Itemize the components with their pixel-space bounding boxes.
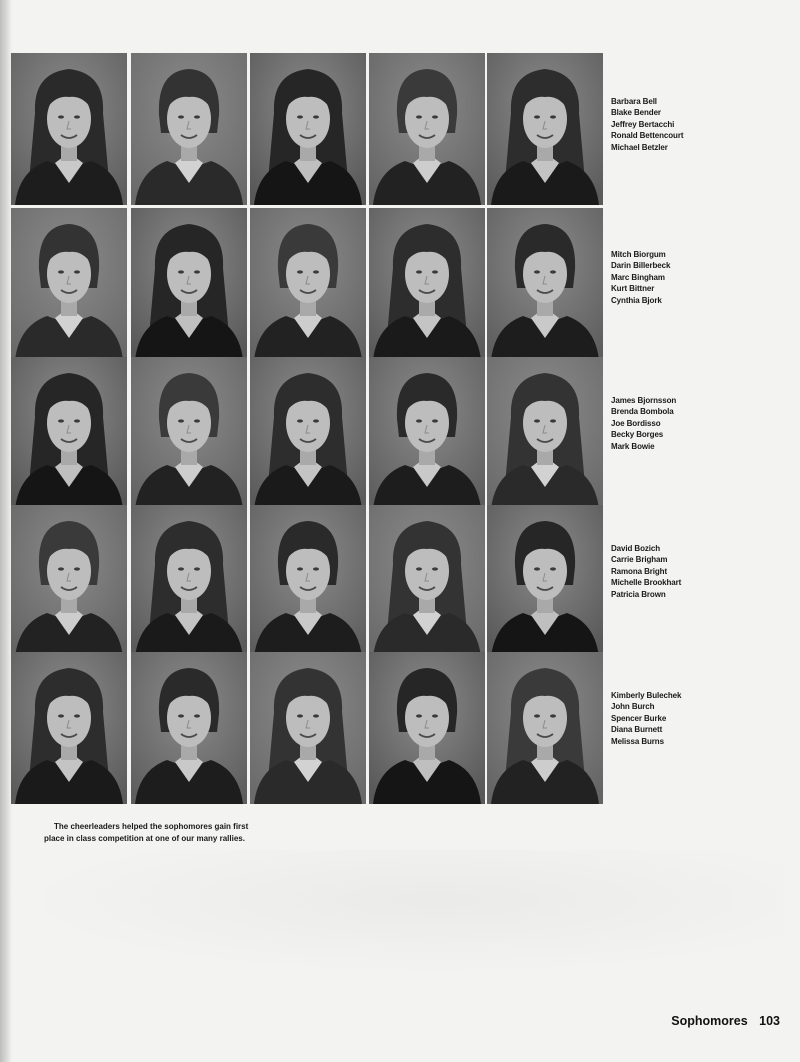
student-portrait [250,357,366,509]
student-portrait [131,208,247,360]
student-name: Joe Bordisso [611,418,661,428]
student-name: James Bjornsson [611,396,677,405]
student-name: Melissa Burns [611,736,664,746]
student-name: Ronald Bettencourt [611,131,684,141]
student-name: Diana Burnett [611,725,663,735]
student-portrait [11,53,127,205]
section-title: Sophomores [671,1014,748,1028]
student-portrait [11,652,127,804]
student-portrait [487,652,603,804]
student-portrait [487,53,603,205]
student-name: Barbara Bell [611,97,657,106]
student-portrait [131,53,247,205]
student-portrait [250,505,366,657]
student-name: Patricia Brown [611,589,666,599]
student-portrait [131,357,247,509]
student-portrait [250,208,366,360]
student-name: Blake Bender [611,108,661,118]
student-portrait [131,505,247,657]
student-name: Mark Bowie [611,441,655,451]
student-name: John Burch [611,702,655,712]
student-name: Jeffrey Bertacchi [611,119,675,129]
student-name: Marc Bingham [611,272,665,282]
student-portrait [487,357,603,509]
page-number: 103 [759,1014,780,1028]
student-name: Ramona Bright [611,566,668,576]
caption [44,821,264,845]
student-portrait [250,53,366,205]
row-name-list [611,543,681,600]
page-footer [671,1014,780,1028]
student-portrait [369,505,485,657]
row-name-list [611,96,683,153]
student-name: David Bozich [611,544,661,553]
student-portrait [369,53,485,205]
faded-photo-area [14,850,784,975]
student-portrait [487,208,603,360]
student-name: Kurt Bittner [611,284,655,294]
student-portrait [11,505,127,657]
student-portrait [11,357,127,509]
student-name: Mitch Biorgum [611,250,666,259]
student-portrait [369,357,485,509]
student-name: Michael Betzler [611,142,668,152]
student-name: Kimberly Bulechek [611,691,682,700]
caption-text: The cheerleaders helped the sophomores gain first place in class competition at one of our many rallies. [44,822,249,843]
student-name: Brenda Bombola [611,407,674,417]
student-name: Becky Borges [611,430,664,440]
student-portrait [11,208,127,360]
row-name-list [611,249,670,306]
student-portrait [369,652,485,804]
student-portrait [131,652,247,804]
row-name-list [611,690,681,747]
student-portrait [250,652,366,804]
student-name: Cynthia Bjork [611,295,662,305]
student-portrait [487,505,603,657]
student-name: Spencer Burke [611,713,667,723]
student-portrait [369,208,485,360]
student-name: Darin Billerbeck [611,261,671,271]
student-name: Michelle Brookhart [611,578,682,588]
row-name-list [611,395,676,452]
student-name: Carrie Brigham [611,555,668,565]
